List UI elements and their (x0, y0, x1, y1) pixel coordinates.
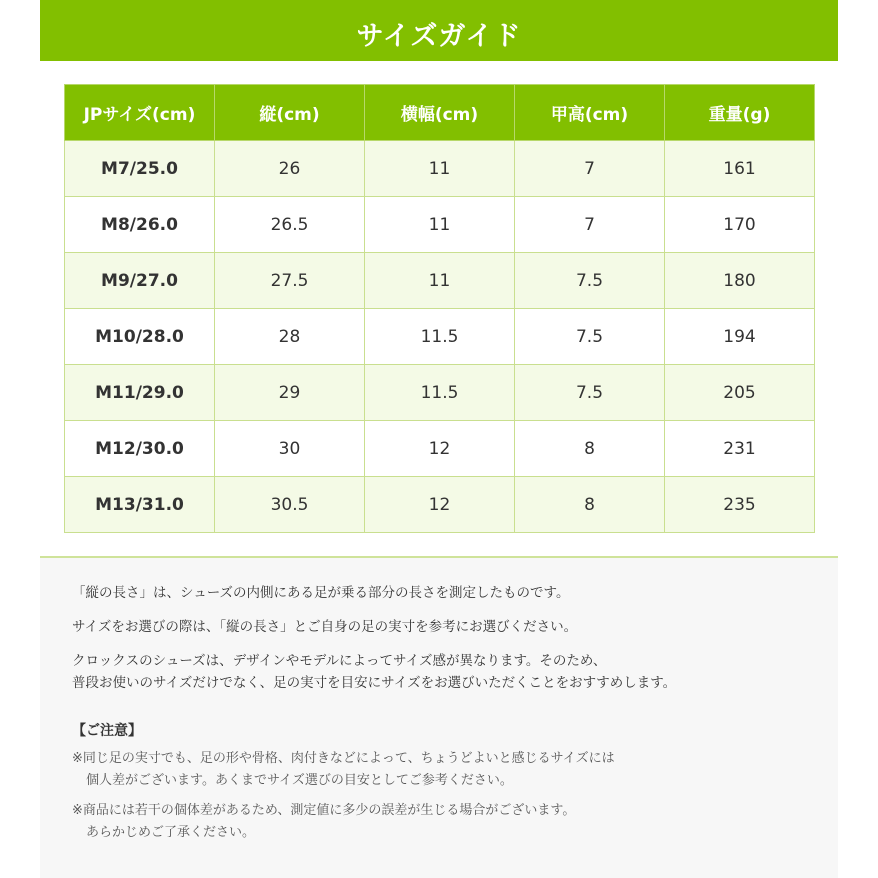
length-cell: 26.5 (215, 197, 365, 253)
notes-panel (40, 556, 838, 878)
size-cell: M8/26.0 (65, 197, 215, 253)
table-row (65, 365, 815, 421)
weight-cell: 180 (665, 253, 815, 309)
caution-note-2 (72, 800, 806, 844)
width-cell: 11.5 (365, 365, 515, 421)
note-length-definition: 「縦の長さ」は、シューズの内側にある足が乗る部分の長さを測定したものです。 (72, 585, 570, 601)
instep-cell: 8 (515, 421, 665, 477)
instep-cell: 7 (515, 141, 665, 197)
weight-cell: 161 (665, 141, 815, 197)
size-cell: M13/31.0 (65, 477, 215, 533)
size-cell: M10/28.0 (65, 309, 215, 365)
weight-cell: 205 (665, 365, 815, 421)
instep-cell: 7.5 (515, 253, 665, 309)
size-cell: M9/27.0 (65, 253, 215, 309)
caution-note-1 (72, 748, 806, 792)
length-cell: 30 (215, 421, 365, 477)
width-cell: 11.5 (365, 309, 515, 365)
length-cell: 30.5 (215, 477, 365, 533)
length-cell: 27.5 (215, 253, 365, 309)
width-cell: 11 (365, 141, 515, 197)
size-cell: M12/30.0 (65, 421, 215, 477)
weight-cell: 170 (665, 197, 815, 253)
size-table (64, 84, 815, 533)
page-title: サイズガイド (40, 0, 838, 61)
table-row (65, 141, 815, 197)
size-cell: M11/29.0 (65, 365, 215, 421)
weight-cell: 194 (665, 309, 815, 365)
instep-cell: 8 (515, 477, 665, 533)
table-header-row (65, 85, 815, 141)
note-fit-varies-line2: 普段お使いのサイズだけでなく、足の実寸を目安にサイズをお選びいただくことをおすすめします。 (72, 675, 677, 691)
column-header-length: 縦(cm) (215, 85, 365, 141)
size-cell: M7/25.0 (65, 141, 215, 197)
width-cell: 12 (365, 421, 515, 477)
instep-cell: 7.5 (515, 365, 665, 421)
caution-note-2-line1: ※商品には若干の個体差があるため、測定値に多少の誤差が生じる場合がございます。 (72, 803, 576, 818)
column-header-width: 横幅(cm) (365, 85, 515, 141)
length-cell: 26 (215, 141, 365, 197)
note-how-to-choose: サイズをお選びの際は、「縦の長さ」とご自身の足の実寸を参考にお選びください。 (72, 619, 578, 635)
caution-note-2-line2: あらかじめご了承ください。 (86, 825, 256, 840)
width-cell: 11 (365, 253, 515, 309)
table-row (65, 421, 815, 477)
table-row (65, 477, 815, 533)
length-cell: 29 (215, 365, 365, 421)
table-row (65, 309, 815, 365)
table-row (65, 197, 815, 253)
caution-note-1-line1: ※同じ足の実寸でも、足の形や骨格、肉付きなどによって、ちょうどよいと感じるサイズには (72, 751, 615, 766)
instep-cell: 7 (515, 197, 665, 253)
column-header-instep: 甲高(cm) (515, 85, 665, 141)
instep-cell: 7.5 (515, 309, 665, 365)
width-cell: 12 (365, 477, 515, 533)
caution-note-1-line2: 個人差がございます。あくまでサイズ選びの目安としてご参考ください。 (86, 773, 513, 788)
caution-heading: 【ご注意】 (72, 723, 142, 739)
table-row (65, 253, 815, 309)
column-header-jp-size: JPサイズ(cm) (65, 85, 215, 141)
weight-cell: 231 (665, 421, 815, 477)
column-header-weight: 重量(g) (665, 85, 815, 141)
weight-cell: 235 (665, 477, 815, 533)
note-fit-varies-line1: クロックスのシューズは、デザインやモデルによってサイズ感が異なります。そのため、 (72, 653, 607, 669)
width-cell: 11 (365, 197, 515, 253)
length-cell: 28 (215, 309, 365, 365)
